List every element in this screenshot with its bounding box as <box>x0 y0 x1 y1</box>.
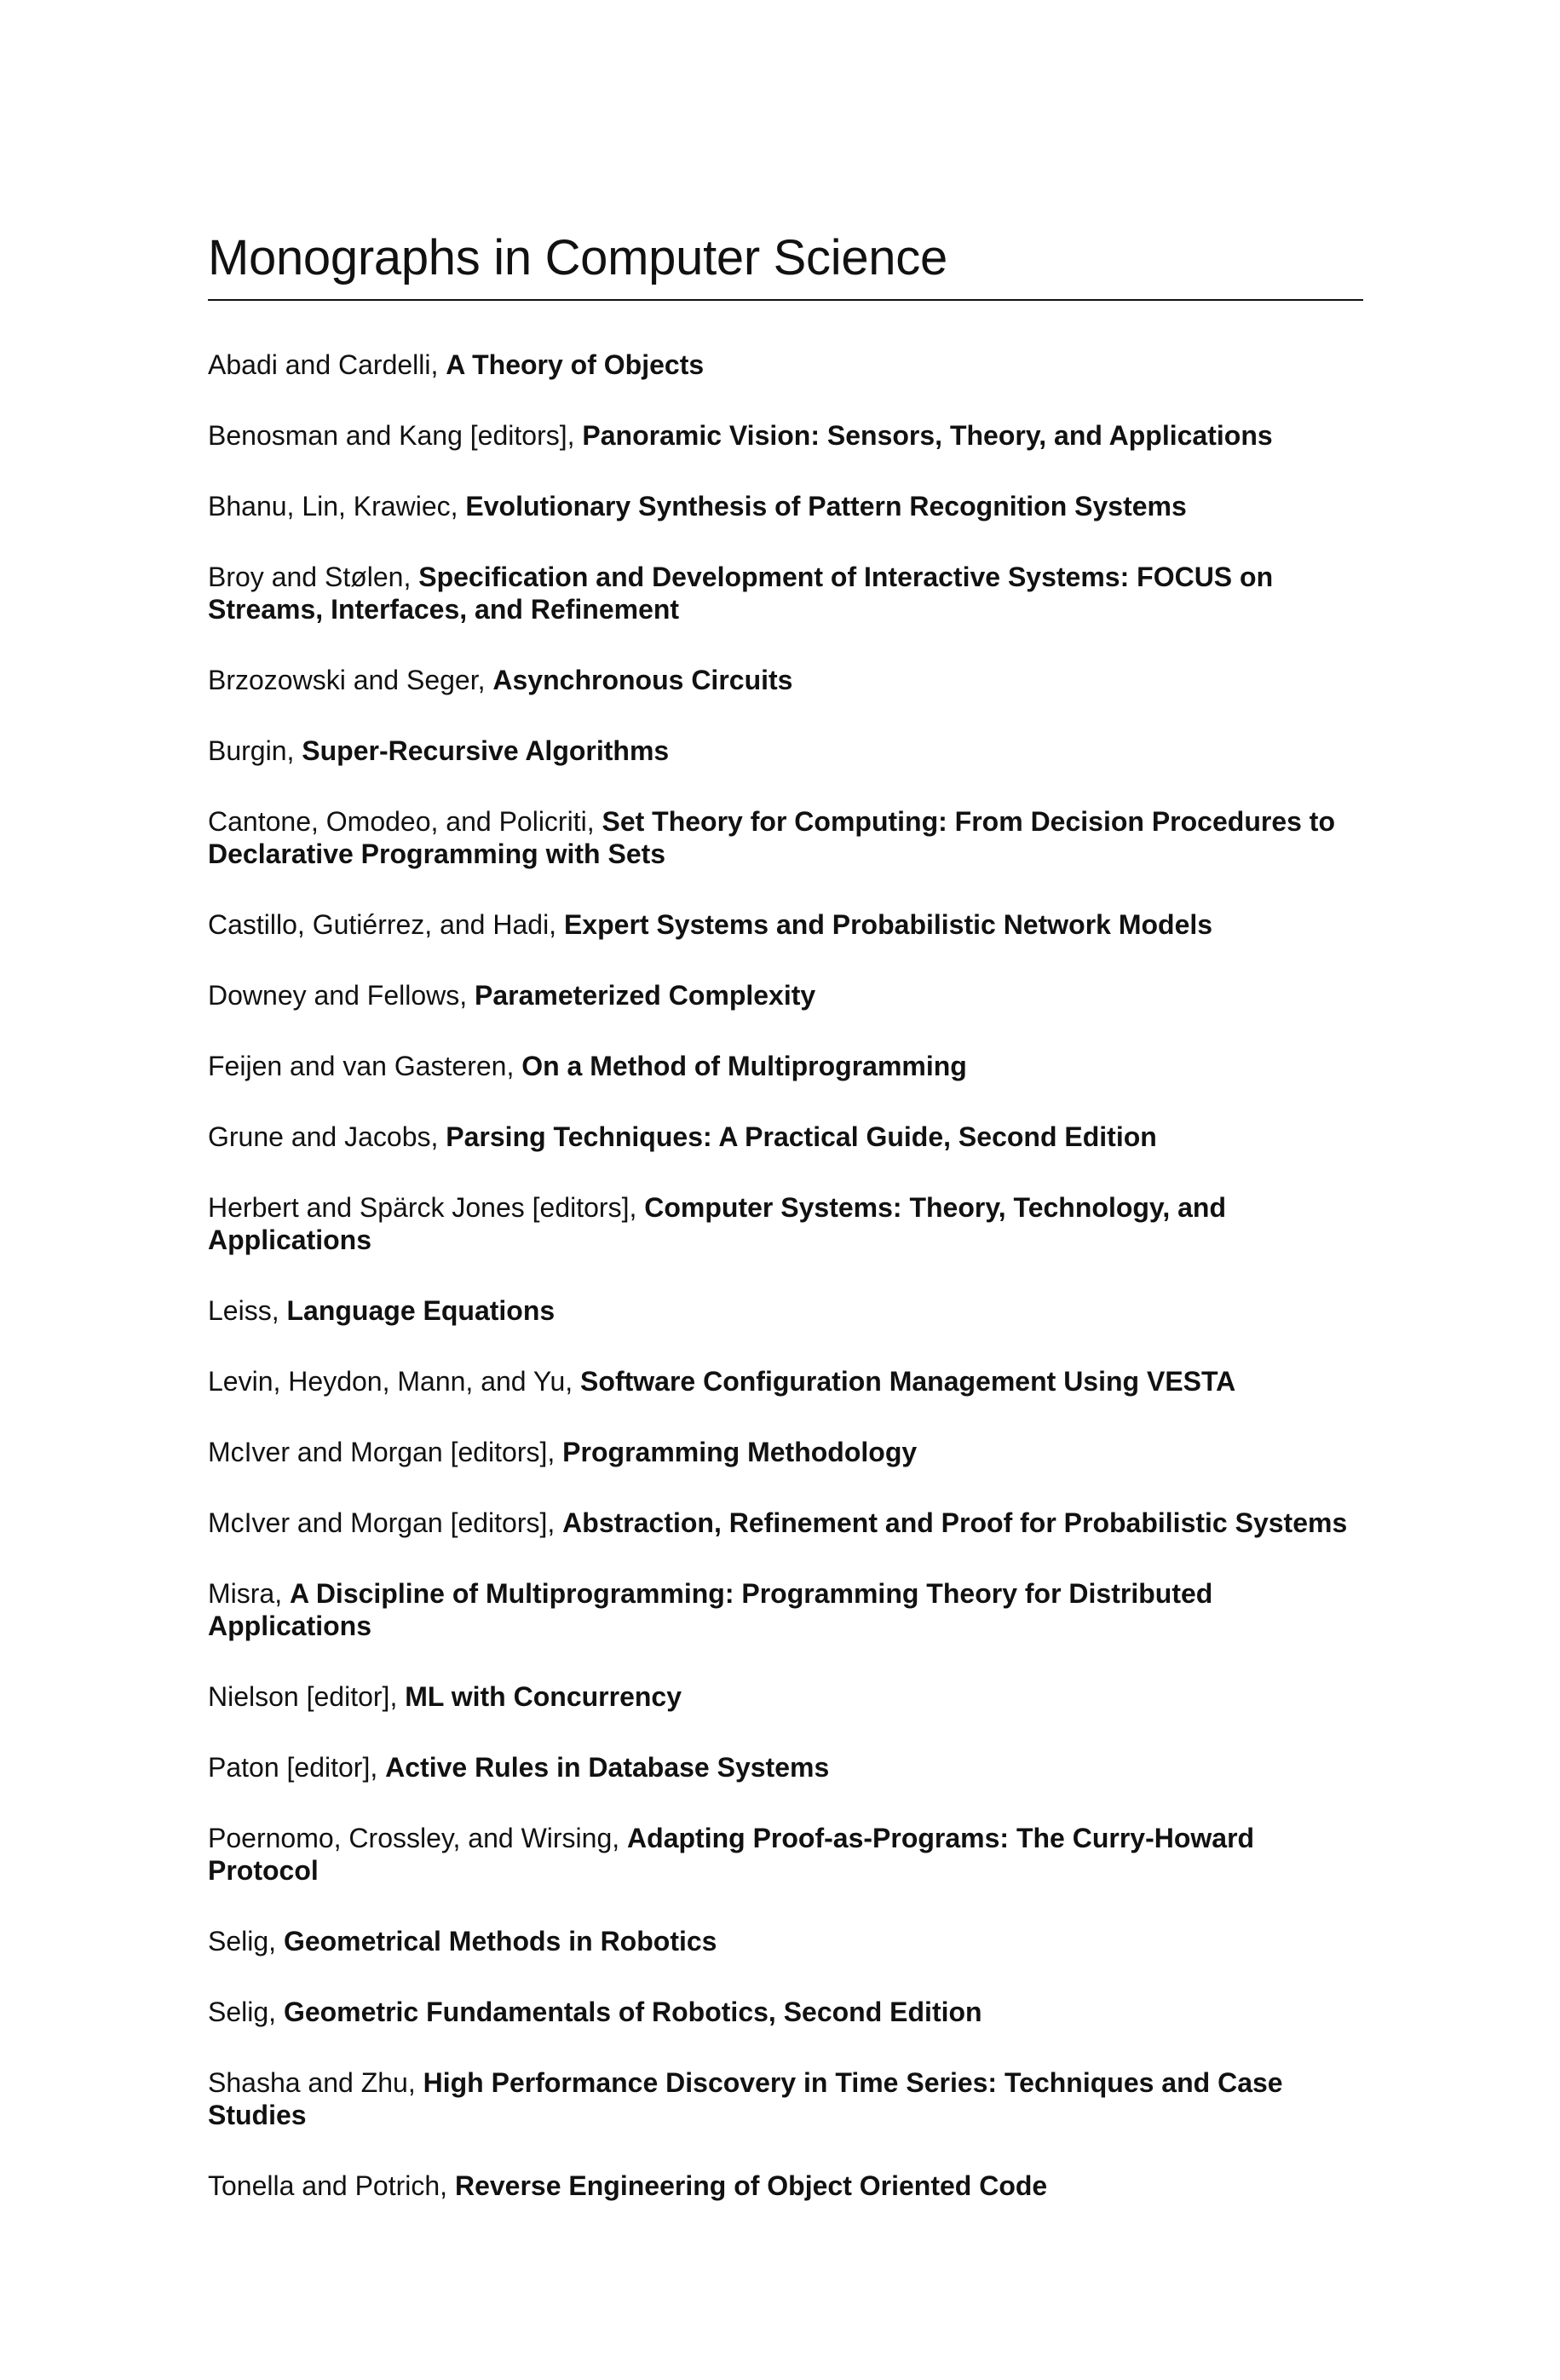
entry-separator: , <box>370 1751 386 1783</box>
monograph-entry <box>208 908 1363 941</box>
entry-authors: Brzozowski and Seger <box>208 664 478 695</box>
entry-separator: , <box>407 2066 423 2098</box>
entry-title: Parsing Techniques: A Practical Guide, Second Edition <box>446 1121 1157 1152</box>
entry-title: Language Equations <box>286 1294 555 1326</box>
entry-separator: , <box>286 735 302 766</box>
entry-authors: McIver and Morgan [editors] <box>208 1436 548 1467</box>
entry-title: Asynchronous Circuits <box>492 664 793 695</box>
entry-authors: Tonella and Potrich <box>208 2170 440 2201</box>
monograph-entry <box>208 664 1363 696</box>
entry-separator: , <box>459 979 475 1011</box>
entry-authors: Paton [editor] <box>208 1751 371 1783</box>
monograph-entry <box>208 1191 1363 1256</box>
monograph-entry <box>208 1680 1363 1713</box>
entry-separator: , <box>403 561 419 592</box>
entry-separator: , <box>274 1577 290 1609</box>
entry-title: Geometrical Methods in Robotics <box>283 1925 717 1956</box>
entry-authors: Bhanu, Lin, Krawiec <box>208 490 451 522</box>
entry-title: Active Rules in Database Systems <box>385 1751 830 1783</box>
entry-authors: Poernomo, Crossley, and Wirsing <box>208 1822 613 1853</box>
entry-title: Reverse Engineering of Object Oriented Code <box>454 2170 1048 2201</box>
monograph-entry <box>208 1507 1363 1539</box>
entry-title: A Theory of Objects <box>446 349 705 380</box>
entry-authors: Broy and Stølen <box>208 561 404 592</box>
entry-authors: Misra <box>208 1577 275 1609</box>
monograph-entry <box>208 979 1363 1011</box>
entry-separator: , <box>612 1822 628 1853</box>
entry-authors: Leiss <box>208 1294 272 1326</box>
entry-separator: , <box>271 1294 287 1326</box>
entry-authors: Cantone, Omodeo, and Policriti <box>208 805 587 837</box>
entry-authors: Benosman and Kang [editors] <box>208 419 567 451</box>
monograph-entry <box>208 1050 1363 1082</box>
entry-separator: , <box>440 2170 455 2201</box>
monograph-entry <box>208 1925 1363 1957</box>
entry-title: Parameterized Complexity <box>475 979 816 1011</box>
entry-title: Expert Systems and Probabilistic Network Models <box>563 908 1213 940</box>
monograph-entry <box>208 561 1363 625</box>
entry-separator: , <box>430 349 446 380</box>
entry-separator: , <box>430 1121 446 1152</box>
entry-authors: Feijen and van Gasteren <box>208 1050 507 1081</box>
entry-separator: , <box>549 908 564 940</box>
monograph-entry <box>208 1294 1363 1327</box>
monograph-list <box>208 349 1363 2202</box>
entry-title: Geometric Fundamentals of Robotics, Second Edition <box>283 1996 982 2027</box>
entry-separator: , <box>586 805 602 837</box>
entry-authors: Levin, Heydon, Mann, and Yu <box>208 1365 566 1397</box>
book-page <box>208 230 1363 2240</box>
entry-title: Panoramic Vision: Sensors, Theory, and Applications <box>582 419 1273 451</box>
entry-separator: , <box>389 1680 406 1712</box>
entry-authors: Abadi and Cardelli <box>208 349 431 380</box>
monograph-entry <box>208 1577 1363 1642</box>
monograph-entry <box>208 805 1363 870</box>
entry-separator: , <box>629 1191 645 1223</box>
monograph-entry <box>208 1436 1363 1468</box>
entry-title: Super-Recursive Algorithms <box>302 735 670 766</box>
monograph-entry <box>208 1996 1363 2028</box>
entry-title: Set Theory for Computing: From Decision Procedures to Declarative Programming with Sets <box>208 805 1335 869</box>
entry-title: Adapting Proof-as-Programs: The Curry-Howard Protocol <box>208 1822 1255 1886</box>
entry-authors: Shasha and Zhu <box>208 2066 408 2098</box>
entry-authors: Nielson [editor] <box>208 1680 390 1712</box>
entry-authors: Downey and Fellows <box>208 979 460 1011</box>
monograph-entry <box>208 2170 1363 2202</box>
entry-separator: , <box>450 490 466 522</box>
monograph-entry <box>208 735 1363 767</box>
monograph-entry <box>208 1365 1363 1397</box>
monograph-entry <box>208 349 1363 381</box>
entry-authors: McIver and Morgan [editors] <box>208 1507 548 1538</box>
entry-authors: Castillo, Gutiérrez, and Hadi <box>208 908 550 940</box>
entry-title: A Discipline of Multiprogramming: Programming Theory for Distributed Applications <box>208 1577 1213 1641</box>
title-rule <box>208 299 1363 301</box>
entry-title: High Performance Discovery in Time Series: Techniques and Case Studies <box>208 2066 1283 2130</box>
entry-separator: , <box>477 664 493 695</box>
page-title: Monographs in Computer Science <box>208 230 947 285</box>
monograph-entry <box>208 1751 1363 1784</box>
monograph-entry <box>208 1822 1363 1887</box>
entry-authors: Herbert and Spärck Jones [editors] <box>208 1191 630 1223</box>
entry-authors: Selig <box>208 1925 269 1956</box>
entry-separator: , <box>506 1050 522 1081</box>
entry-separator: , <box>547 1436 563 1467</box>
entry-separator: , <box>547 1507 563 1538</box>
monograph-entry <box>208 419 1363 452</box>
entry-authors: Burgin <box>208 735 287 766</box>
entry-separator: , <box>567 419 583 451</box>
entry-separator: , <box>268 1925 284 1956</box>
entry-title: Computer Systems: Theory, Technology, and Applications <box>208 1191 1227 1255</box>
entry-authors: Grune and Jacobs <box>208 1121 431 1152</box>
entry-title: Software Configuration Management Using VESTA <box>580 1365 1236 1397</box>
entry-title: On a Method of Multiprogramming <box>521 1050 967 1081</box>
monograph-entry <box>208 2066 1363 2131</box>
entry-title: Evolutionary Synthesis of Pattern Recognition Systems <box>465 490 1187 522</box>
entry-title: Programming Methodology <box>562 1436 918 1467</box>
entry-separator: , <box>268 1996 284 2027</box>
monograph-entry <box>208 1121 1363 1153</box>
entry-title: Specification and Development of Interactive Systems: FOCUS on Streams, Interfaces, and Refinement <box>208 561 1274 625</box>
entry-title: ML with Concurrency <box>405 1680 682 1712</box>
monograph-entry <box>208 490 1363 522</box>
entry-title: Abstraction, Refinement and Proof for Probabilistic Systems <box>562 1507 1348 1538</box>
entry-authors: Selig <box>208 1996 269 2027</box>
entry-separator: , <box>565 1365 581 1397</box>
